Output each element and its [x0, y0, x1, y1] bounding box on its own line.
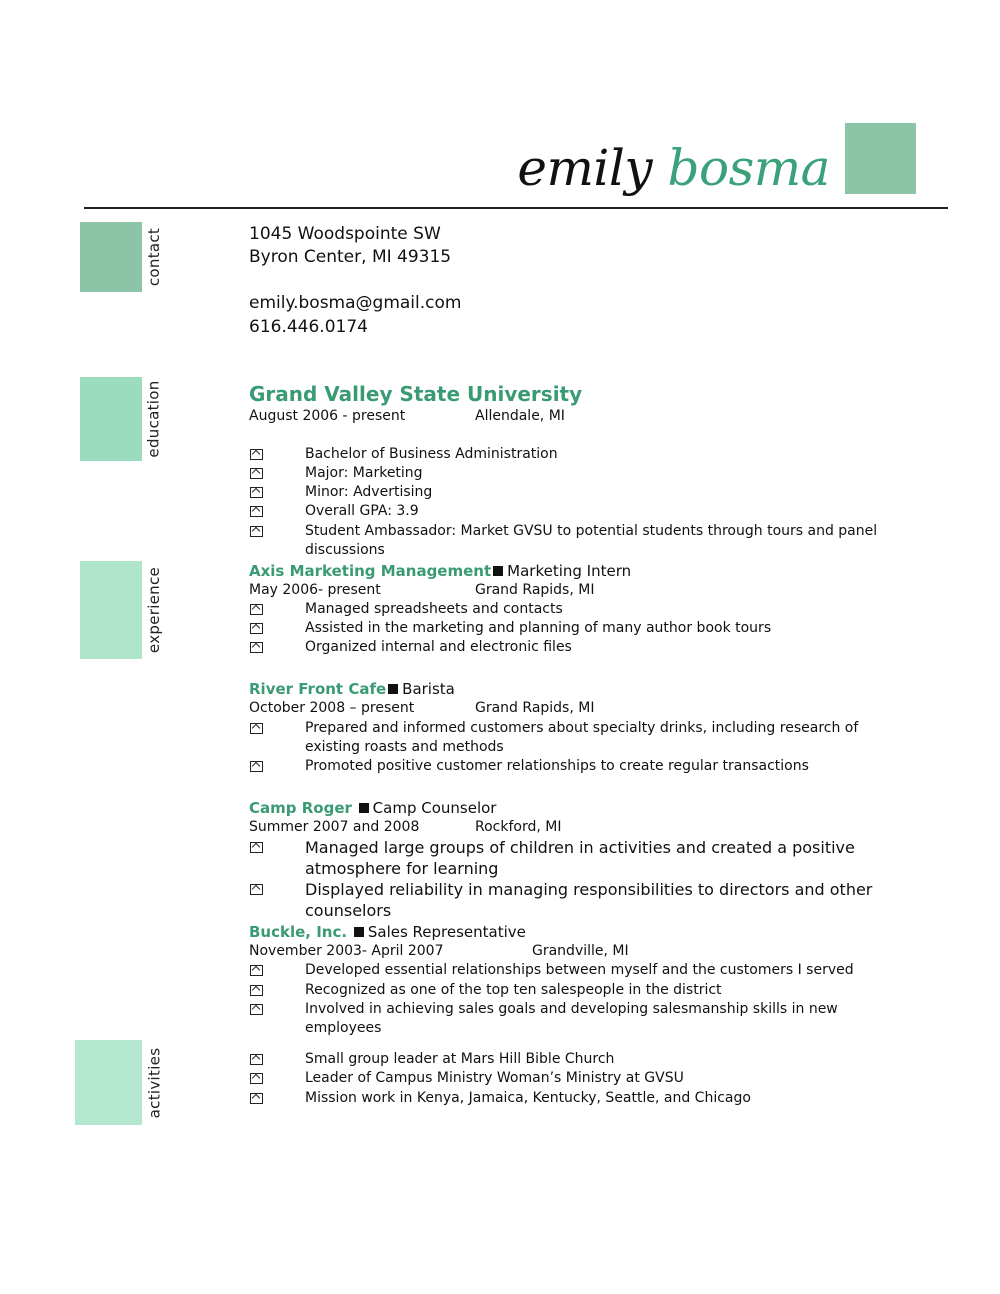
bullet-icon	[250, 449, 263, 460]
job-location: Grand Rapids, MI	[475, 582, 595, 598]
job-role: Sales Representative	[367, 923, 526, 941]
square-separator-icon	[359, 803, 369, 813]
job-bullet: Recognized as one of the top ten salespeople in the district	[305, 982, 722, 998]
header-divider	[84, 207, 948, 209]
job-org: Camp Roger	[249, 799, 352, 817]
job-dates: Summer 2007 and 2008	[249, 819, 420, 835]
last-name: bosma	[667, 139, 830, 197]
bullet-icon	[250, 985, 263, 996]
job-bullet: Organized internal and electronic files	[305, 639, 572, 655]
job-location: Grand Rapids, MI	[475, 700, 595, 716]
bullet-icon	[250, 842, 263, 853]
bullet-icon	[250, 468, 263, 479]
job-dates: May 2006- present	[249, 582, 381, 598]
bullet-icon	[250, 526, 263, 537]
contact-section-block	[80, 222, 142, 292]
job-bullet: Prepared and informed customers about specialty drinks, including research of existing roasts and methods	[305, 720, 859, 755]
education-section-block	[80, 377, 142, 461]
bullet-icon	[250, 604, 263, 615]
square-separator-icon	[354, 927, 364, 937]
job-location: Rockford, MI	[475, 819, 562, 835]
experience-section-label: experience	[145, 566, 164, 654]
education-bullet: Overall GPA: 3.9	[305, 503, 419, 519]
bullet-icon	[250, 761, 263, 772]
job-heading	[249, 679, 455, 699]
job-dates: November 2003- April 2007	[249, 943, 444, 959]
job-heading	[249, 561, 631, 581]
bullet-icon	[250, 1004, 263, 1015]
phone-number: 616.446.0174	[249, 317, 368, 337]
education-dates: August 2006 - present	[249, 408, 406, 424]
first-name: emily	[517, 139, 653, 197]
school-name: Grand Valley State University	[249, 382, 583, 406]
job-org: Buckle, Inc.	[249, 923, 348, 941]
activities-section-block	[75, 1040, 142, 1125]
job-bullet: Managed spreadsheets and contacts	[305, 601, 563, 617]
square-separator-icon	[388, 684, 398, 694]
job-dates: October 2008 – present	[249, 700, 415, 716]
job-role: Marketing Intern	[507, 562, 632, 580]
education-location: Allendale, MI	[475, 408, 565, 424]
address-line-1: 1045 Woodspointe SW	[249, 224, 441, 244]
bullet-icon	[250, 723, 263, 734]
email-address: emily.bosma@gmail.com	[249, 293, 462, 313]
education-bullet: Minor: Advertising	[305, 484, 433, 500]
job-org: Axis Marketing Management	[249, 562, 492, 580]
address-line-2: Byron Center, MI 49315	[249, 247, 452, 267]
job-bullet: Managed large groups of children in activities and created a positive atmosphere for learning	[305, 838, 855, 878]
header-accent-square	[845, 123, 916, 194]
job-bullet: Displayed reliability in managing responsibilities to directors and other counselors	[305, 880, 873, 920]
job-bullet: Developed essential relationships between myself and the customers I served	[305, 962, 854, 978]
bullet-icon	[250, 487, 263, 498]
job-heading	[249, 798, 496, 818]
activity-bullet: Small group leader at Mars Hill Bible Church	[305, 1051, 615, 1067]
job-location: Grandville, MI	[532, 943, 629, 959]
education-section-label: education	[145, 380, 164, 458]
square-separator-icon	[493, 566, 503, 576]
job-role: Barista	[402, 680, 455, 698]
job-role: Camp Counselor	[372, 799, 497, 817]
activities-section-label: activities	[145, 1047, 163, 1118]
job-bullet: Assisted in the marketing and planning of many author book tours	[305, 620, 772, 636]
bullet-icon	[250, 1054, 263, 1065]
experience-section-block	[80, 561, 142, 659]
education-bullet: Major: Marketing	[305, 465, 423, 481]
job-bullet: Promoted positive customer relationships to create regular transactions	[305, 758, 809, 774]
bullet-icon	[250, 965, 263, 976]
activity-bullet: Leader of Campus Ministry Woman’s Ministry at GVSU	[305, 1070, 684, 1086]
bullet-icon	[250, 506, 263, 517]
bullet-icon	[250, 642, 263, 653]
resume-name	[517, 138, 830, 198]
job-heading	[249, 922, 526, 942]
bullet-icon	[250, 623, 263, 634]
education-bullet: Bachelor of Business Administration	[305, 446, 558, 462]
job-bullet: Involved in achieving sales goals and developing salesmanship skills in new employees	[305, 1001, 838, 1036]
bullet-icon	[250, 1093, 263, 1104]
education-bullet: Student Ambassador: Market GVSU to potential students through tours and panel discussions	[305, 523, 878, 558]
bullet-icon	[250, 1073, 263, 1084]
job-org: River Front Cafe	[249, 680, 387, 698]
activity-bullet: Mission work in Kenya, Jamaica, Kentucky, Seattle, and Chicago	[305, 1090, 751, 1106]
bullet-icon	[250, 884, 263, 895]
contact-section-label: contact	[145, 227, 164, 287]
